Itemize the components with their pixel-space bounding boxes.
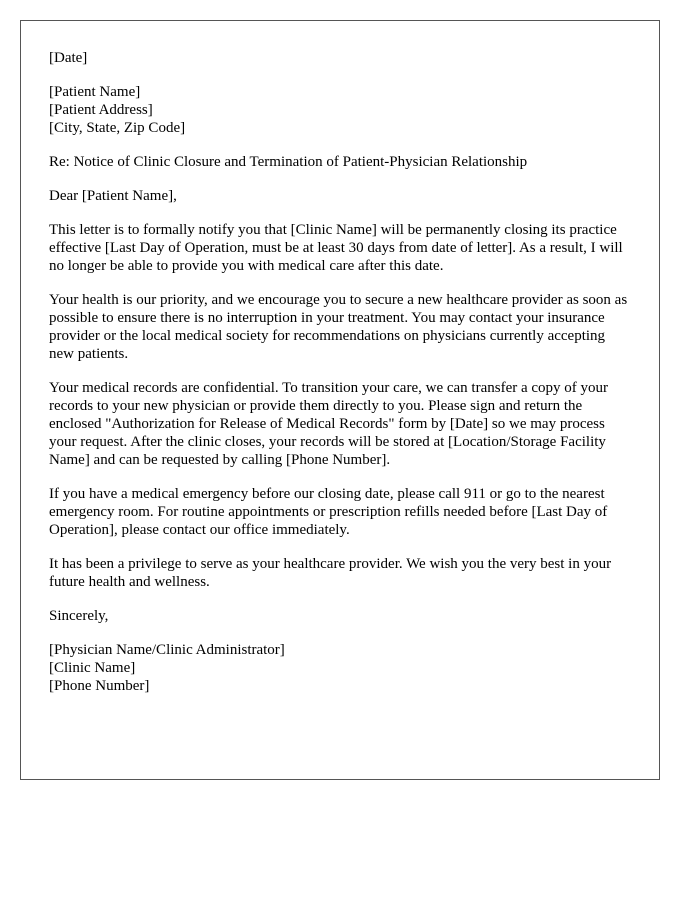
signature-block bbox=[49, 641, 631, 695]
paragraph-farewell: It has been a privilege to serve as your healthcare provider. We wish you the very best in your future health and wellness. bbox=[49, 556, 612, 590]
signature-name: [Physician Name/Clinic Administrator] bbox=[49, 642, 285, 658]
paragraph-closure-notice: This letter is to formally notify you that [Clinic Name] will be permanently closing its practice effective [Last Day of Operation, must be at least 30 days from date of letter]. As a result, I will no longer be able to provide you with medical care after this date. bbox=[49, 222, 623, 274]
signature-phone: [Phone Number] bbox=[49, 678, 150, 694]
paragraph-emergency: If you have a medical emergency before our closing date, please call 911 or go to the nearest emergency room. For routine appointments or prescription refills needed before [Last Day of Operation], please contact our office immediately. bbox=[49, 486, 608, 538]
paragraph-new-provider: Your health is our priority, and we encourage you to secure a new healthcare provider as soon as possible to ensure there is no interruption in your treatment. You may contact your insurance provider or the local medical society for recommendations on physicians currently accepting new patients. bbox=[49, 292, 628, 362]
signature-clinic: [Clinic Name] bbox=[49, 660, 136, 676]
recipient-block bbox=[49, 83, 631, 137]
paragraph-medical-records: Your medical records are confidential. To transition your care, we can transfer a copy of your records to your new physician or provide them directly to you. Please sign and return the enclosed "Authorization for Release of Medical Records" form by [Date] so we may process your request. After the clinic closes, your records will be stored at [Location/Storage Facility Name] and can be requested by calling [Phone Number]. bbox=[49, 380, 609, 468]
closing: Sincerely, bbox=[49, 608, 109, 624]
recipient-address: [Patient Address] bbox=[49, 102, 153, 118]
letter-date: [Date] bbox=[49, 50, 88, 66]
recipient-city-state-zip: [City, State, Zip Code] bbox=[49, 120, 186, 136]
salutation: Dear [Patient Name], bbox=[49, 188, 177, 204]
recipient-name: [Patient Name] bbox=[49, 84, 141, 100]
subject-line: Re: Notice of Clinic Closure and Termination of Patient-Physician Relationship bbox=[49, 154, 528, 170]
letter-page bbox=[20, 20, 660, 780]
